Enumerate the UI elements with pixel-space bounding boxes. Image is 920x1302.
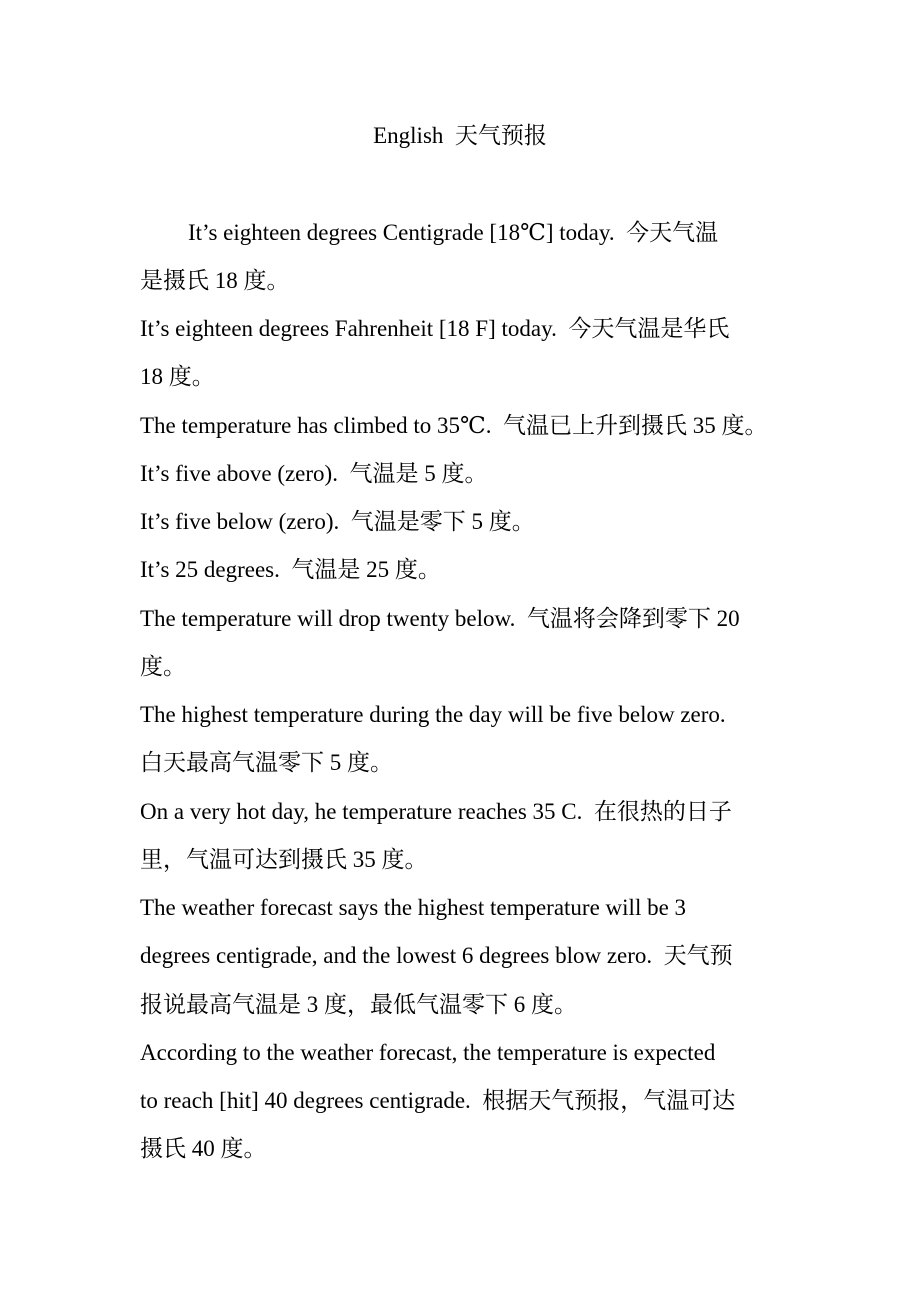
text-line: degrees centigrade, and the lowest 6 degrees blow zero. 天气预: [140, 943, 733, 968]
text-line: It’s five above (zero). 气温是 5 度。: [140, 461, 488, 486]
text-line: It’s eighteen degrees Centigrade [18℃] today. 今天气温: [188, 220, 719, 245]
text-line: to reach [hit] 40 degrees centigrade. 根据天气预报，气温可达: [140, 1088, 736, 1113]
text-line: 是摄氏 18 度。: [140, 268, 290, 293]
text-line: 摄氏 40 度。: [140, 1136, 267, 1161]
text-line: The temperature will drop twenty below. 气温将会降到零下 20: [140, 606, 740, 631]
text-line: 白天最高气温零下 5 度。: [140, 750, 393, 775]
text-line: According to the weather forecast, the temperature is expected: [140, 1040, 716, 1065]
text-line: The weather forecast says the highest temperature will be 3: [140, 895, 687, 920]
text-line: 18 度。: [140, 364, 215, 389]
text-line: It’s eighteen degrees Fahrenheit [18 F] today. 今天气温是华氏: [140, 316, 730, 341]
text-line: 报说最高气温是 3 度，最低气温零下 6 度。: [140, 992, 577, 1017]
text-line: 度。: [140, 654, 186, 679]
document-title: English 天气预报: [373, 123, 547, 148]
text-line: On a very hot day, he temperature reaches 35 C. 在很热的日子: [140, 799, 732, 824]
text-line: 里，气温可达到摄氏 35 度。: [140, 847, 428, 872]
text-line: It’s five below (zero). 气温是零下 5 度。: [140, 509, 535, 534]
text-line: It’s 25 degrees. 气温是 25 度。: [140, 557, 441, 582]
text-line: The temperature has climbed to 35℃. 气温已上升到摄氏 35 度。: [140, 413, 768, 438]
text-line: The highest temperature during the day will be five below zero.: [140, 702, 726, 727]
